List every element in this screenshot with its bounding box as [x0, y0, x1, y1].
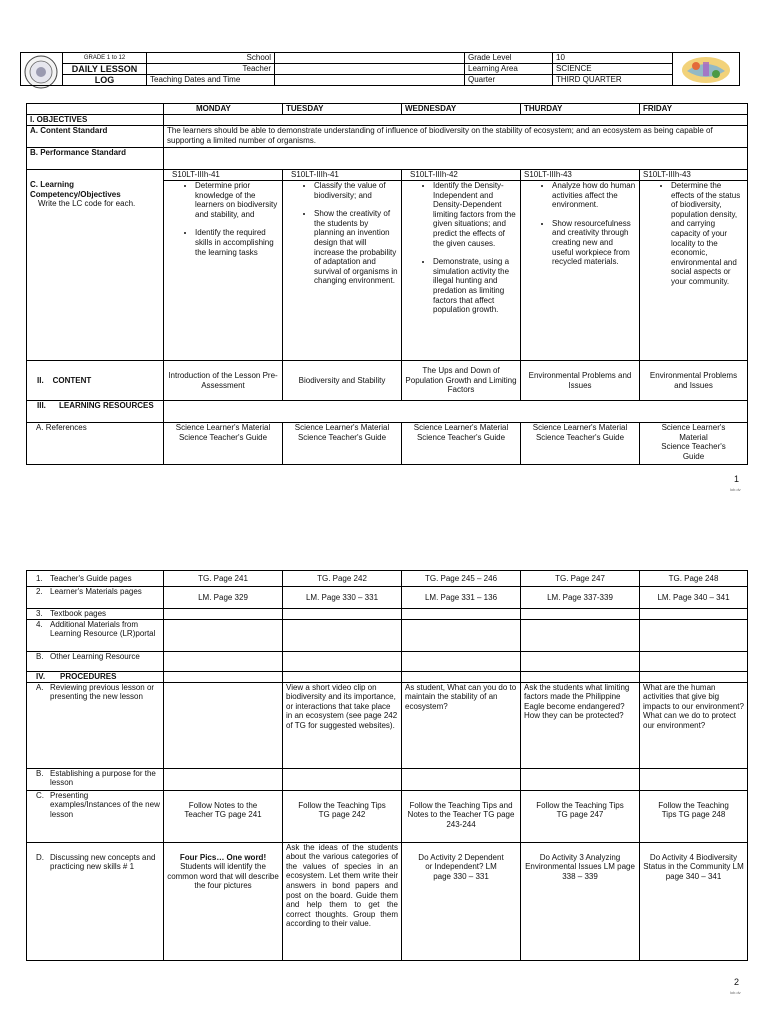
material-row-label: 4. Additional Materials from Learning Resource (LR)portal: [27, 619, 164, 651]
competency-label: C. Learning Competency/Objectives: [30, 180, 121, 199]
procedure-d-cell: Do Activity 2 Dependent or Independent? LM page 330 – 331: [402, 842, 521, 960]
procedure-d-cell: Do Activity 4 Biodiversity Status in the Community LM page 340 – 341: [640, 842, 748, 960]
objective-item: • Determine prior knowledge of the learners on biodiversity and stability, and: [195, 181, 279, 219]
procedure-d-cell: Do Activity 3 Analyzing Environmental Issues LM page 338 – 339: [521, 842, 640, 960]
procedure-a-label: A. Reviewing previous lesson or presenting the new lesson: [27, 682, 164, 768]
day-header: FRIDAY: [640, 104, 748, 115]
lm-page-cell: LM. Page 330 – 331: [283, 587, 402, 609]
grade-label: GRADE 1 to 12: [63, 53, 147, 64]
lc-code: S10LT-IIIh-41: [164, 170, 283, 181]
grade-level-label: Grade Level: [465, 53, 553, 64]
performance-standard-label: B. Performance Standard: [27, 148, 164, 170]
procedure-a-cell: View a short video clip on biodiversity and its importance, or interactions that take place in an ecosystem (see page 242 of TG for suggested websites).: [283, 682, 402, 768]
dates-label: Teaching Dates and Time: [147, 75, 275, 86]
procedure-c-label: C. Presenting examples/Instances of the new lesson: [27, 790, 164, 842]
objective-item: • Show resourcefulness and creativity through creating new and useful workpiece from recycled materials.: [552, 219, 636, 267]
procedure-c-cell: Follow the Teaching Tips TG page 248: [640, 790, 748, 842]
procedure-c-cell: Follow the Teaching Tips TG page 247: [521, 790, 640, 842]
content-heading: II. CONTENT: [27, 361, 164, 401]
material-row-label: 3. Textbook pages: [27, 609, 164, 620]
content-topic: The Ups and Down of Population Growth and Limiting Factors: [402, 361, 521, 401]
procedure-a-cell: As student, What can you do to maintain the stability of an ecosystem?: [402, 682, 521, 768]
procedures-table: [26, 570, 748, 961]
learning-area-value: SCIENCE: [553, 64, 673, 75]
footer-tag: lob.dv: [730, 990, 741, 995]
objective-item: • Show the creativity of the students by planning an invention design that will increase the probability of adaptation and survival of organisms in changing environment.: [314, 209, 398, 286]
page-number: 2: [734, 977, 740, 987]
teacher-field[interactable]: [275, 64, 465, 75]
competency-sublabel: Write the LC code for each.: [38, 199, 136, 209]
tg-page-cell: TG. Page 242: [283, 571, 402, 587]
content-topic: Environmental Problems and Issues: [640, 361, 748, 401]
content-topic: Introduction of the Lesson Pre- Assessment: [164, 361, 283, 401]
objective-item: • Determine the effects of the status of biodiversity, population density, and carrying capacity of your locality to the economic, environmental and social aspects or your community.: [671, 181, 744, 287]
school-label: School: [147, 53, 275, 64]
learning-resources-heading: III. LEARNING RESOURCES: [27, 401, 164, 423]
day-header: TUESDAY: [283, 104, 402, 115]
footer-tag: lob.dv: [730, 487, 741, 492]
lm-page-cell: LM. Page 331 – 136: [402, 587, 521, 609]
procedure-a-cell: Ask the students what limiting factors made the Philippine Eagle become endangered? How they can be protected?: [521, 682, 640, 768]
lm-page-cell: LM. Page 337-339: [521, 587, 640, 609]
competency-cell: [27, 170, 164, 361]
day-header: THURDAY: [521, 104, 640, 115]
procedure-b-label: B. Establishing a purpose for the lesson: [27, 768, 164, 790]
dates-field[interactable]: [275, 75, 465, 86]
reference-cell: Science Learner's Material Science Teacher's Guide: [521, 423, 640, 465]
quarter-value: THIRD QUARTER: [553, 75, 673, 86]
material-row-label: 2. Learner's Materials pages: [27, 587, 164, 609]
title-daily-lesson: DAILY LESSON: [63, 64, 147, 75]
objective-item: • Demonstrate, using a simulation activity the illegal hunting and predation as limiting factors that affect population growth.: [433, 257, 517, 315]
procedure-d-cell: Four Pics… One word! Students will identify the common word that will describe the four pictures: [164, 842, 283, 960]
procedure-d-label: D. Discussing new concepts and practicing new skills # 1: [27, 842, 164, 960]
grade-level-value: 10: [553, 53, 673, 64]
lc-code: S10LT-IIIh-43: [640, 170, 748, 181]
day-header: MONDAY: [164, 104, 283, 115]
procedure-c-cell: Follow the Teaching Tips and Notes to the Teacher TG page 243-244: [402, 790, 521, 842]
material-row-label: B. Other Learning Resource: [27, 651, 164, 671]
reference-cell: Science Learner's Material Science Teacher's Guide: [283, 423, 402, 465]
quarter-label: Quarter: [465, 75, 553, 86]
learning-area-label: Learning Area: [465, 64, 553, 75]
reference-cell: Science Learner's Material Science Teacher's Guide: [640, 423, 748, 465]
procedure-d-cell: Ask the ideas of the students about the various categories of the values of species in an ecosystem. Let them write their answers in bond papers and post on the board. Guide them and help them to get the correct thoughts. Group them according to their value.: [283, 842, 402, 960]
title-log: LOG: [63, 75, 147, 86]
procedures-heading: IV. PROCEDURES: [27, 671, 164, 682]
references-label: A. References: [27, 423, 164, 465]
teacher-label: Teacher: [147, 64, 275, 75]
science-logo: [673, 53, 740, 86]
material-row-label: 1. Teacher's Guide pages: [27, 571, 164, 587]
lm-page-cell: LM. Page 329: [164, 587, 283, 609]
content-topic: Biodiversity and Stability: [283, 361, 402, 401]
objectives-table: [26, 103, 748, 465]
lc-code: S10LT-IIIh-43: [521, 170, 640, 181]
lc-code: S10LT-IIIh-42: [402, 170, 521, 181]
tg-page-cell: TG. Page 245 – 246: [402, 571, 521, 587]
procedure-a-cell: What are the human activities that give big impacts to our environment? What can we do to protect our environment?: [640, 682, 748, 768]
tg-page-cell: TG. Page 241: [164, 571, 283, 587]
tg-page-cell: TG. Page 247: [521, 571, 640, 587]
reference-cell: Science Learner's Material Science Teacher's Guide: [164, 423, 283, 465]
tg-page-cell: TG. Page 248: [640, 571, 748, 587]
objective-item: • Classify the value of biodiversity; and: [314, 181, 398, 200]
content-standard-label: A. Content Standard: [27, 126, 164, 148]
content-topic: Environmental Problems and Issues: [521, 361, 640, 401]
objective-item: • Identify the required skills in accomplishing the learning tasks: [195, 228, 279, 257]
lm-page-cell: LM. Page 340 – 341: [640, 587, 748, 609]
reference-cell: Science Learner's Material Science Teacher's Guide: [402, 423, 521, 465]
objective-item: • Analyze how do human activities affect the environment.: [552, 181, 636, 210]
content-standard-text: The learners should be able to demonstrate understanding of influence of biodiversity on the stability of ecosystem; and an ecosystem as being capable of supporting a limited number of organisms.: [164, 126, 748, 148]
day-header: WEDNESDAY: [402, 104, 521, 115]
procedure-c-cell: Follow the Teaching Tips TG page 242: [283, 790, 402, 842]
school-field[interactable]: [275, 53, 465, 64]
objective-item: • Identify the Density-Independent and Density-Dependent limiting factors from the given situations; and predict the effects of the given causes.: [433, 181, 517, 248]
lc-code: S10LT-IIIh-41: [283, 170, 402, 181]
page-number: 1: [734, 474, 740, 484]
objectives-heading: I. OBJECTIVES: [27, 115, 164, 126]
procedure-c-cell: Follow Notes to the Teacher TG page 241: [164, 790, 283, 842]
header-table: [20, 52, 740, 86]
